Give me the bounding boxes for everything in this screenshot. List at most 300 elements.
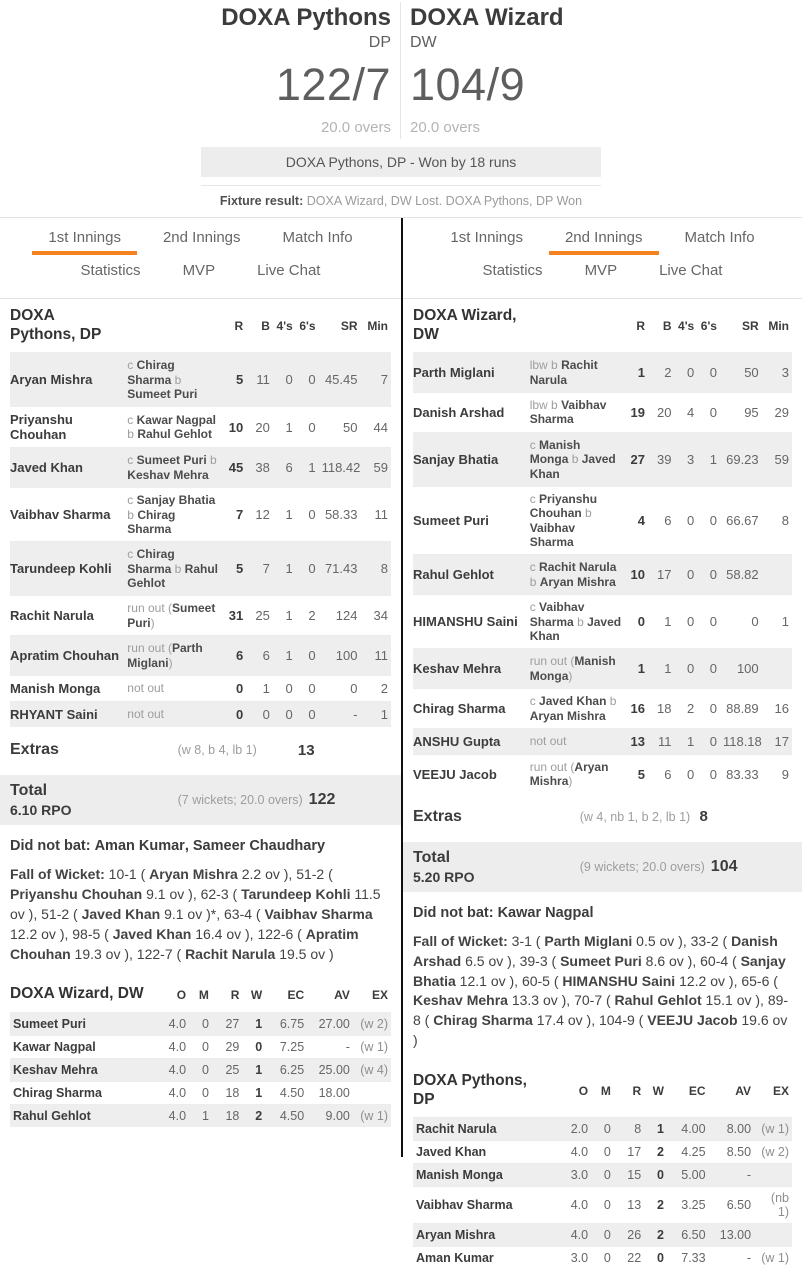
stat-fours: 4 (687, 404, 695, 420)
innings-panel-second (401, 218, 802, 1266)
batting-row (10, 702, 391, 728)
stat-sixes: 0 (709, 614, 717, 630)
stat-sixes: 1 (308, 460, 316, 476)
stat-strike-rate: 88.89 (726, 701, 759, 717)
stat-sixes: 0 (308, 507, 316, 523)
stat-minutes (762, 649, 792, 689)
stat-overs: 4.0 (168, 1086, 187, 1101)
stat-balls: 0 (262, 707, 270, 723)
stat-minutes: 34 (373, 608, 388, 624)
stat-runs: 5 (235, 561, 244, 577)
batsman-name: Keshav Mehra (413, 661, 502, 677)
stat-runs: 10 (228, 419, 244, 435)
bowling-header-row (413, 1064, 792, 1118)
stat-sixes: 0 (709, 661, 717, 677)
stat-strike-rate: 100 (736, 661, 759, 677)
batting-row (413, 432, 792, 486)
stat-overs: 3.0 (570, 1251, 589, 1266)
dismissal: c Sanjay Bhatia b Chirag Sharma (127, 493, 216, 536)
total-label: Total (413, 848, 451, 866)
bowling-figures-table (10, 977, 391, 1127)
stat-maidens: 0 (603, 1228, 611, 1243)
dismissal: not out (127, 681, 164, 696)
did-not-bat-label: Did not bat: (10, 838, 91, 855)
bowling-row (10, 1082, 391, 1105)
stat-average: - (746, 1168, 752, 1183)
stat-sixes: 0 (709, 701, 717, 717)
stat-sixes: 0 (709, 404, 717, 420)
stat-runs: 0 (235, 707, 244, 723)
stat-fours: 1 (285, 608, 293, 624)
stat-extras (754, 1164, 792, 1187)
stat-strike-rate: 95 (744, 404, 759, 420)
stat-balls: 17 (657, 567, 672, 583)
stat-balls: 11 (256, 372, 270, 388)
tab-bar (0, 218, 401, 299)
column-header-ex: EX (371, 987, 388, 1002)
extras-value: 13 (297, 741, 315, 759)
extras-row (413, 794, 792, 838)
batting-row (413, 729, 792, 755)
column-header-r: R (636, 318, 645, 333)
stat-fours: 0 (687, 365, 695, 381)
stat-extras: (nb 1) (770, 1191, 789, 1220)
stat-average: 8.00 (726, 1122, 752, 1137)
innings-content (0, 299, 401, 1127)
stat-strike-rate: 83.33 (726, 766, 759, 782)
stat-balls: 6 (664, 766, 672, 782)
stat-runs: 1 (637, 661, 645, 677)
dismissal: c Sumeet Puri b Keshav Mehra (127, 453, 217, 482)
column-header-b: B (662, 318, 672, 333)
match-result-banner: DOXA Pythons, DP - Won by 18 runs (201, 147, 601, 177)
stat-runs: 13 (630, 734, 645, 749)
stat-economy: 5.00 (681, 1168, 706, 1183)
stat-sixes: 0 (308, 561, 316, 577)
batsman-name: Danish Arshad (413, 404, 505, 420)
batting-row (413, 649, 792, 689)
stat-balls: 6 (262, 648, 270, 664)
batsman-name: Aryan Mishra (10, 372, 93, 388)
tab-mvp[interactable]: MVP (182, 262, 216, 279)
bowler-name: Javed Khan (416, 1145, 487, 1160)
stat-runs: 45 (228, 460, 244, 476)
stat-average: 9.00 (325, 1109, 350, 1124)
batting-row (413, 555, 792, 595)
stat-minutes: 11 (374, 648, 388, 664)
extras-label: Extras (10, 741, 59, 759)
column-header-ex: EX (772, 1083, 789, 1098)
tab-bar (403, 218, 802, 299)
bowling-header-row (10, 977, 391, 1012)
stat-extras (754, 1224, 792, 1247)
batsman-name: RHYANT Saini (10, 707, 98, 723)
stat-minutes: 1 (380, 707, 388, 723)
stat-balls: 12 (255, 507, 270, 523)
innings-content (403, 299, 802, 1269)
tab-mvp[interactable]: MVP (584, 262, 618, 279)
stat-fours: 0 (687, 614, 695, 630)
stat-wickets: 2 (656, 1145, 664, 1160)
column-header-sr: SR (340, 318, 358, 333)
batting-header-row (10, 299, 391, 353)
stat-minutes: 2 (380, 681, 388, 697)
column-header-r: R (230, 987, 240, 1002)
extras-row (10, 727, 391, 771)
bowler-name: Kawar Nagpal (13, 1040, 96, 1055)
tab-2nd-innings[interactable]: 2nd Innings (561, 226, 647, 255)
column-header-6-s: 6's (299, 318, 316, 333)
stat-economy: 4.50 (279, 1109, 305, 1124)
stat-fours: 1 (285, 648, 293, 664)
stat-sixes: 0 (308, 419, 316, 435)
team-abbr: DW (410, 34, 437, 51)
bowler-name: Chirag Sharma (13, 1086, 102, 1101)
bowling-figures-table (413, 1064, 792, 1269)
batsman-name: VEEJU Jacob (413, 766, 497, 782)
stat-minutes: 9 (781, 766, 789, 782)
team-summary-away (401, 2, 802, 139)
stat-balls: 2 (664, 365, 672, 381)
stat-maidens: 0 (603, 1198, 611, 1213)
stat-wickets: 2 (656, 1198, 664, 1213)
stat-overs: 4.0 (168, 1017, 187, 1032)
batsman-name: Parth Miglani (413, 365, 495, 381)
stat-economy: 4.25 (681, 1145, 706, 1160)
bowler-name: Rahul Gehlot (13, 1109, 91, 1124)
stat-strike-rate: 58.33 (324, 507, 358, 523)
fall-of-wicket-label: Fall of Wicket: (10, 866, 105, 883)
tab-match-info[interactable]: Match Info (684, 229, 755, 246)
stat-balls: 11 (658, 734, 672, 749)
stat-runs-conceded: 17 (627, 1145, 642, 1160)
team-score: 122/7 (275, 59, 391, 110)
stat-runs: 5 (637, 766, 645, 782)
stat-fours: 0 (687, 661, 695, 677)
tab-live-chat[interactable]: Live Chat (257, 262, 321, 279)
dismissal: c Priyanshu Chouhan b Vaibhav Sharma (529, 491, 598, 550)
stat-minutes: 3 (781, 365, 789, 381)
tab-1st-innings[interactable]: 1st Innings (450, 229, 523, 246)
stat-maidens: 0 (603, 1251, 611, 1266)
stat-runs-conceded: 25 (225, 1063, 240, 1078)
stat-runs: 19 (630, 404, 645, 420)
stat-minutes: 59 (774, 451, 789, 467)
stat-minutes: 8 (781, 513, 789, 529)
stat-runs: 10 (630, 567, 645, 583)
stat-overs: 4.0 (168, 1063, 187, 1078)
stat-sixes: 2 (308, 608, 316, 624)
stat-minutes: 1 (781, 614, 789, 630)
stat-strike-rate: 69.23 (726, 451, 759, 467)
stat-sixes: 0 (709, 513, 717, 529)
stat-maidens: 0 (201, 1017, 209, 1032)
stat-strike-rate: 0 (751, 614, 759, 630)
stat-fours: 0 (687, 513, 695, 529)
extras-value: 8 (699, 808, 708, 826)
bowling-row (10, 1059, 391, 1082)
stat-sixes: 0 (709, 734, 717, 749)
bowler-name: Aryan Mishra (416, 1228, 496, 1243)
stat-overs: 3.0 (570, 1168, 589, 1183)
tab-row (403, 226, 802, 255)
stat-average: 27.00 (318, 1017, 350, 1032)
column-header-min: Min (768, 318, 789, 333)
stat-minutes: 17 (774, 734, 789, 749)
stat-wickets: 0 (656, 1168, 664, 1183)
bowling-team-name: DOXA Wizard, DW (10, 985, 144, 1003)
stat-minutes: 8 (380, 561, 388, 577)
did-not-bat (413, 905, 792, 921)
stat-fours: 0 (687, 766, 695, 782)
batting-team-name: DOXA Wizard, DW (413, 307, 517, 343)
batsman-name: Sanjay Bhatia (413, 451, 499, 467)
bowler-name: Aman Kumar (416, 1251, 494, 1266)
column-header-w: W (250, 987, 263, 1002)
stat-economy: 6.50 (681, 1228, 706, 1243)
column-header-min: Min (367, 318, 388, 333)
bowler-name: Sumeet Puri (13, 1017, 86, 1032)
stat-minutes (762, 555, 792, 595)
dismissal: lbw b Rachit Narula (529, 358, 598, 387)
dismissal: not out (127, 707, 164, 722)
dismissal: run out (Manish Monga) (529, 654, 616, 683)
stat-runs-conceded: 27 (225, 1017, 240, 1032)
bowling-row (413, 1164, 792, 1187)
stat-average: 18.00 (318, 1086, 350, 1101)
bowling-row (413, 1118, 792, 1141)
total-row (403, 842, 802, 892)
stat-strike-rate: 50 (744, 365, 759, 381)
dismissal: c Kawar Nagpal b Rahul Gehlot (127, 412, 216, 442)
stat-overs: 4.0 (570, 1228, 589, 1243)
bowling-row (10, 1013, 391, 1036)
batsman-name: Tarundeep Kohli (10, 561, 112, 577)
stat-runs: 0 (235, 681, 244, 697)
stat-runs: 1 (637, 365, 645, 381)
column-header-dismissal (124, 299, 223, 353)
stat-sixes: 1 (709, 451, 717, 467)
batting-row (413, 755, 792, 794)
stat-fours: 6 (285, 460, 293, 476)
bowling-row (413, 1247, 792, 1269)
dismissal: not out (529, 734, 567, 749)
stat-wickets: 1 (255, 1017, 263, 1032)
stat-fours: 0 (285, 681, 293, 697)
batting-row (413, 392, 792, 432)
stat-extras (353, 1082, 391, 1105)
stat-balls: 6 (664, 513, 672, 529)
batsman-name: Sumeet Puri (413, 513, 489, 529)
column-header-o: O (578, 1083, 589, 1098)
dismissal: run out (Sumeet Puri) (127, 601, 216, 630)
stat-balls: 1 (664, 614, 672, 630)
batting-row (413, 689, 792, 729)
stat-average: - (345, 1040, 350, 1055)
batting-row (10, 542, 391, 596)
stat-balls: 1 (262, 681, 270, 697)
stat-balls: 38 (255, 460, 270, 476)
dismissal: lbw b Vaibhav Sharma (529, 397, 607, 427)
stat-average: 8.50 (726, 1145, 752, 1160)
stat-maidens: 0 (603, 1168, 611, 1183)
stat-sixes: 0 (308, 707, 316, 723)
stat-overs: 4.0 (570, 1198, 589, 1213)
tab-1st-innings[interactable]: 1st Innings (44, 226, 125, 255)
stat-maidens: 0 (603, 1122, 611, 1137)
column-header-dismissal (527, 299, 626, 353)
stat-strike-rate: 0 (350, 681, 358, 697)
stat-sixes: 0 (709, 766, 717, 782)
column-header-ec: EC (688, 1083, 706, 1098)
stat-maidens: 1 (201, 1109, 209, 1124)
stat-fours: 0 (687, 567, 695, 583)
stat-minutes: 11 (374, 507, 388, 523)
stat-maidens: 0 (201, 1063, 209, 1078)
stat-wickets: 2 (656, 1228, 664, 1243)
stat-extras: (w 1) (360, 1109, 388, 1124)
column-header-sr: SR (741, 318, 759, 333)
total-labels (413, 849, 580, 885)
stat-strike-rate: - (353, 707, 358, 723)
did-not-bat-label: Did not bat: (413, 904, 494, 921)
batsman-name: Chirag Sharma (413, 701, 506, 717)
stat-maidens: 0 (201, 1086, 209, 1101)
stat-minutes: 29 (774, 404, 789, 420)
stat-economy: 7.33 (681, 1251, 706, 1266)
column-header-4-s: 4's (276, 318, 293, 333)
bowler-name: Manish Monga (416, 1168, 503, 1183)
fall-of-wicket-text: 3-1 ( Parth Miglani 0.5 ov ), 33-2 ( Danish Arshad 6.5 ov ), 39-3 ( Sumeet Puri 8.6 ov ), 60-4 ( Sanjay Bhatia 12.1 ov ), 60-5 ( HIMANSHU Saini 12.2 ov ), 65-6 ( Keshav Mehra 13.3 ov ), 70-7 ( Rahul Gehlot 15.1 ov ), 89-8 ( Chirag Sharma 17.4 ov ), 104-9 ( VEEJU Jacob 19.6 ov ) (413, 932, 789, 1049)
dismissal: c Chirag Sharma b Rahul Gehlot (127, 547, 219, 591)
stat-minutes: 59 (373, 460, 388, 476)
stat-fours: 3 (687, 451, 695, 467)
stat-strike-rate: 58.82 (726, 567, 759, 583)
team-name: DOXA Wizard (410, 4, 564, 31)
dismissal: c Manish Monga b Javed Khan (529, 437, 616, 481)
stat-sixes: 0 (308, 372, 316, 388)
stat-runs: 16 (630, 701, 645, 717)
batting-scorecard-table (413, 299, 792, 794)
stat-runs-conceded: 13 (627, 1198, 642, 1213)
batting-row (10, 407, 391, 448)
tab-live-chat[interactable]: Live Chat (659, 262, 723, 279)
stat-strike-rate: 50 (343, 419, 358, 435)
tab-row (403, 259, 802, 298)
stat-balls: 18 (657, 701, 672, 717)
stat-runs-conceded: 8 (634, 1122, 642, 1137)
stat-average: 13.00 (719, 1228, 752, 1243)
stat-fours: 1 (285, 561, 293, 577)
dismissal: c Rachit Narula b Aryan Mishra (529, 560, 617, 589)
stat-runs-conceded: 18 (225, 1086, 240, 1101)
tab-statistics[interactable]: Statistics (80, 262, 141, 279)
column-header-av: AV (334, 987, 350, 1002)
batting-team-name: DOXA Pythons, DP (10, 307, 102, 343)
stat-runs: 5 (235, 372, 244, 388)
stat-minutes: 7 (380, 372, 388, 388)
bowling-team-name: DOXA Pythons, DP (413, 1072, 527, 1108)
column-header-r: R (632, 1083, 642, 1098)
stat-fours: 1 (687, 734, 695, 749)
batting-row (10, 636, 391, 676)
fixture-result-text: DOXA Wizard, DW Lost. DOXA Pythons, DP Won (306, 194, 583, 208)
team-score: 104/9 (410, 59, 526, 110)
bowler-name: Rachit Narula (416, 1122, 497, 1137)
column-header-av: AV (735, 1083, 752, 1098)
total-row (0, 775, 401, 825)
stat-runs-conceded: 15 (627, 1168, 642, 1183)
bowling-row (413, 1141, 792, 1164)
stat-extras: (w 1) (360, 1040, 388, 1055)
total-detail: (9 wickets; 20.0 overs) (579, 859, 705, 874)
batting-row (413, 353, 792, 393)
tab-2nd-innings[interactable]: 2nd Innings (162, 229, 241, 246)
bowling-row (10, 1036, 391, 1059)
extras-detail: (w 8, b 4, lb 1) (177, 743, 257, 758)
stat-average: 6.50 (726, 1198, 752, 1213)
stat-overs: 4.0 (570, 1145, 589, 1160)
stat-fours: 0 (285, 372, 293, 388)
batsman-name: Priyanshu Chouhan (10, 412, 73, 443)
dismissal: run out (Parth Miglani) (127, 641, 203, 670)
stat-strike-rate: 100 (335, 648, 358, 664)
stat-strike-rate: 118.18 (722, 734, 762, 749)
did-not-bat (10, 838, 391, 854)
column-header-4-s: 4's (678, 318, 695, 333)
fall-of-wicket-text: 10-1 ( Aryan Mishra 2.2 ov ), 51-2 ( Priyanshu Chouhan 9.1 ov ), 62-3 ( Tarundeep Kohli 11.5 ov ), 51-2 ( Javed Khan 9.1 ov )*, 63-4 ( Vaibhav Sharma 12.2 ov ), 98-5 ( Javed Khan 16.4 ov ), 122-6 ( Apratim Chouhan 19.3 ov ), 122-7 ( Rachit Narula 19.5 ov ) (10, 866, 381, 962)
column-header-b: B (261, 318, 270, 333)
stat-fours: 0 (285, 707, 293, 723)
total-value: 104 (710, 857, 738, 875)
stat-economy: 4.50 (279, 1086, 305, 1101)
stat-wickets: 1 (255, 1086, 263, 1101)
stat-strike-rate: 66.67 (726, 513, 759, 529)
stat-average: 25.00 (318, 1063, 350, 1078)
tab-match-info[interactable]: Match Info (282, 229, 353, 246)
stat-balls: 25 (255, 608, 270, 624)
dismissal: c Vaibhav Sharma b Javed Khan (529, 600, 622, 644)
stat-runs: 31 (228, 608, 244, 624)
stat-fours: 1 (285, 419, 293, 435)
stat-economy: 6.25 (279, 1063, 305, 1078)
stat-strike-rate: 118.42 (321, 460, 361, 476)
stat-balls: 39 (657, 451, 672, 467)
stat-extras: (w 1) (761, 1251, 789, 1266)
stat-wickets: 0 (656, 1251, 664, 1266)
stat-strike-rate: 71.43 (324, 561, 358, 577)
stat-maidens: 0 (201, 1040, 209, 1055)
tab-statistics[interactable]: Statistics (482, 262, 543, 279)
stat-balls: 1 (664, 661, 672, 677)
stat-extras: (w 2) (360, 1017, 388, 1032)
batting-row (10, 596, 391, 636)
stat-runs: 0 (637, 614, 645, 630)
column-header-r: R (234, 318, 244, 333)
batsman-name: Apratim Chouhan (10, 648, 120, 664)
batsman-name: HIMANSHU Saini (413, 614, 518, 630)
stat-balls: 20 (255, 419, 270, 435)
bowling-row (413, 1187, 792, 1224)
stat-strike-rate: 124 (335, 608, 358, 624)
stat-minutes: 16 (774, 701, 789, 717)
tab-row (0, 259, 401, 298)
stat-overs: 2.0 (570, 1122, 589, 1137)
bowling-row (10, 1105, 391, 1128)
stat-runs: 4 (637, 513, 645, 529)
bowling-row (413, 1224, 792, 1247)
stat-runs: 6 (235, 648, 244, 664)
